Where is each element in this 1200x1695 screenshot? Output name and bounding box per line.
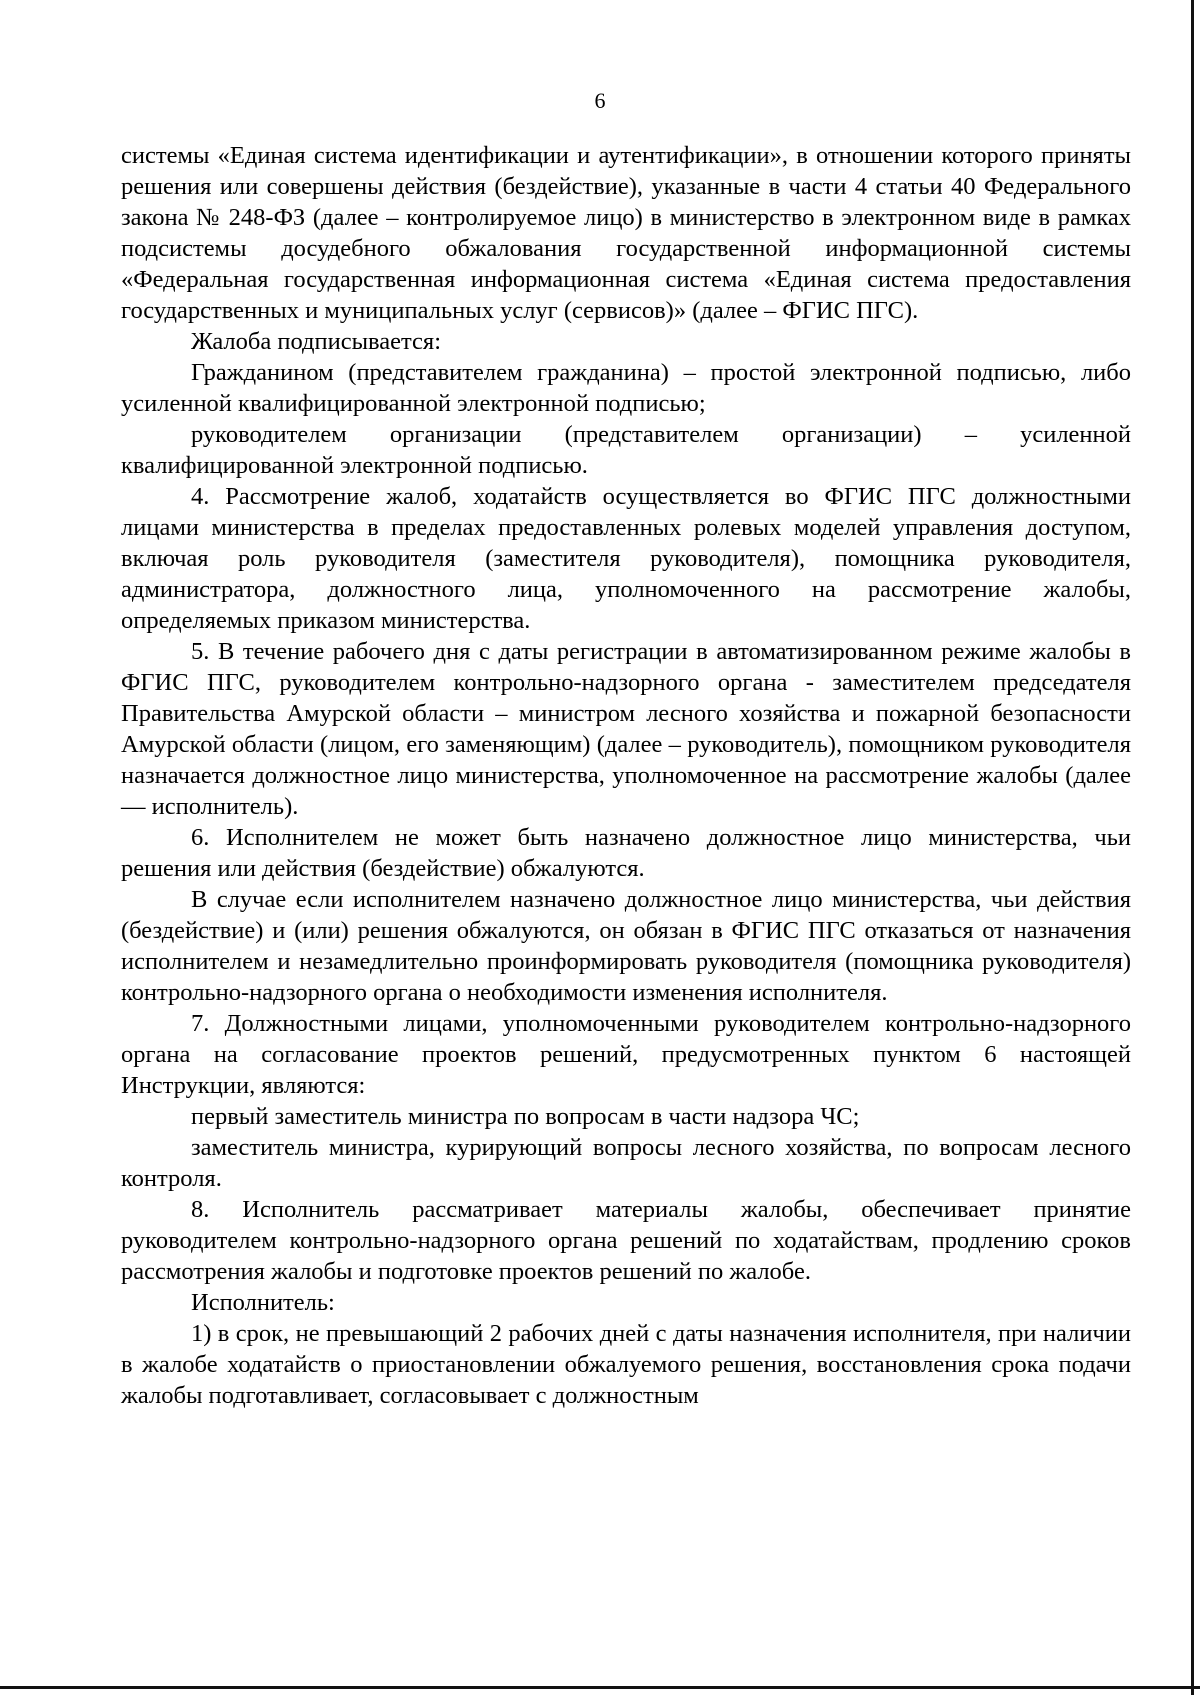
- paragraph-item-5: 5. В течение рабочего дня с даты регистрации в автоматизированном режиме жалобы в ФГИС ПГС, руководителем контрольно-надзорного органа - заместителем председателя Правительства Амурской области – министром лесного хозяйства и пожарной безопасности Амурской области (лицом, его заменяющим) (далее – руководитель), помощником руководителя назначается должностное лицо министерства, уполномоченное на рассмотрение жалобы (далее — исполнитель).: [121, 638, 1131, 820]
- paragraph-item-8: 8. Исполнитель рассматривает материалы жалобы, обеспечивает принятие руководителем контрольно-надзорного органа решений по ходатайствам, продлению сроков рассмотрения жалобы и подготовке проектов решений по жалобе.: [121, 1196, 1131, 1285]
- page-number: 6: [594, 88, 606, 113]
- paragraph-item-4: 4. Рассмотрение жалоб, ходатайств осуществляется во ФГИС ПГС должностными лицами министерства в пределах предоставленных ролевых моделей управления доступом, включая роль руководителя (заместителя руководителя), помощника руководителя, администратора, должностного лица, уполномоченного на рассмотрение жалобы, определяемых приказом министерства.: [121, 483, 1131, 634]
- paragraph-citizen-signature: Гражданином (представителем гражданина) – простой электронной подписью, либо усиленной квалифицированной электронной подписью;: [121, 359, 1131, 417]
- scan-edge-bottom: [0, 1686, 1200, 1689]
- paragraph-deputy-forestry: заместитель министра, курирующий вопросы лесного хозяйства, по вопросам лесного контроля.: [121, 1134, 1131, 1192]
- paragraph-executor-duty-1: 1) в срок, не превышающий 2 рабочих дней с даты назначения исполнителя, при наличии в жалобе ходатайств о приостановлении обжалуемого решения, восстановления срока подачи жалобы подготавливает, согласовывает с должностным: [121, 1320, 1131, 1409]
- paragraph-item-6-conflict: В случае если исполнителем назначено должностное лицо министерства, чьи действия (бездействие) и (или) решения обжалуются, он обязан в ФГИС ПГС отказаться от назначения исполнителем и незамедлительно проинформировать руководителя (помощника руководителя) контрольно-надзорного органа о необходимости изменения исполнителя.: [121, 886, 1131, 1006]
- scan-edge-right: [1191, 0, 1194, 1695]
- paragraph-executor-heading: Исполнитель:: [191, 1289, 335, 1316]
- paragraph-organization-signature: руководителем организации (представителем организации) – усиленной квалифицированной электронной подписью.: [121, 421, 1131, 479]
- paragraph-item-6: 6. Исполнителем не может быть назначено должностное лицо министерства, чьи решения или действия (бездействие) обжалуются.: [121, 824, 1131, 882]
- paragraph-item-7: 7. Должностными лицами, уполномоченными руководителем контрольно-надзорного органа на согласование проектов решений, предусмотренных пунктом 6 настоящей Инструкции, являются:: [121, 1010, 1131, 1099]
- paragraph-first-deputy: первый заместитель министра по вопросам в части надзора ЧС;: [191, 1103, 860, 1130]
- document-body: [121, 140, 1131, 1411]
- paragraph-signature-heading: Жалоба подписывается:: [191, 328, 442, 355]
- paragraph-intro-continuation: системы «Единая система идентификации и аутентификации», в отношении которого приняты решения или совершены действия (бездействие), указанные в части 4 статьи 40 Федерального закона № 248-ФЗ (далее – контролируемое лицо) в министерство в электронном виде в рамках подсистемы досудебного обжалования государственной информационной системы «Федеральная государственная информационная система «Единая система предоставления государственных и муниципальных услуг (сервисов)» (далее – ФГИС ПГС).: [121, 142, 1131, 324]
